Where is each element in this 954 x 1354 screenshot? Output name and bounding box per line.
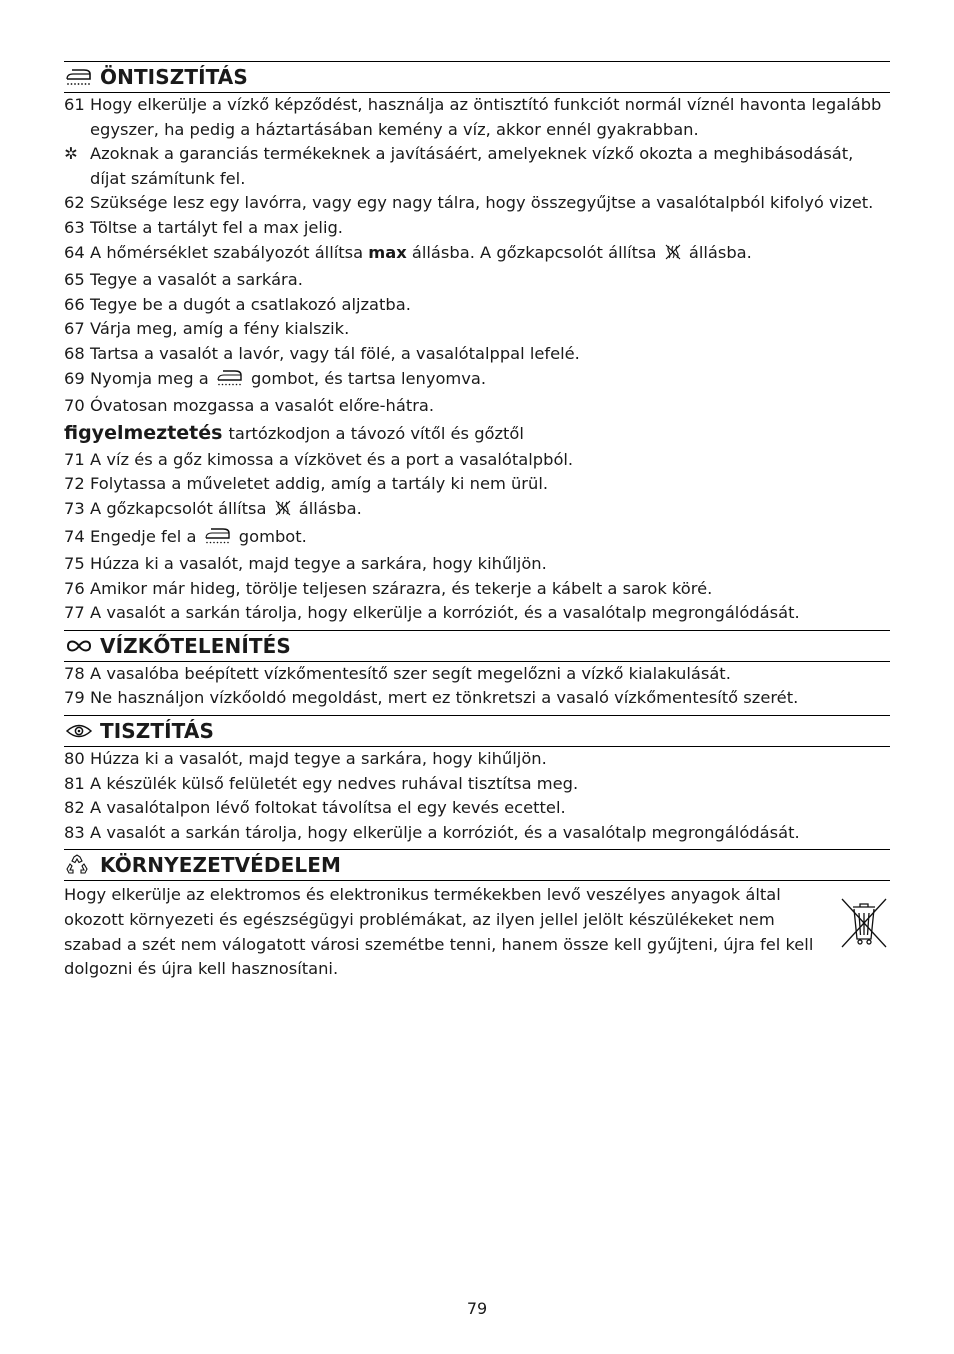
iron-steam-icon [204, 527, 232, 553]
list-item: 82 A vasalótalpon lévő foltokat távolítsa el egy kevés ecettel. [64, 798, 566, 818]
list-item: 72 Folytassa a műveletet addig, amíg a tartály ki nem ürül. [64, 474, 549, 494]
list-item: 61 Hogy elkerülje a vízkő képződést, használja az öntisztító funkciót normál víznél havonta legalább egyszer, ha pedig a háztartásában kemény a víz, akkor ennél gyakrabban. [64, 95, 882, 139]
environment-paragraph: Hogy elkerülje az elektromos és elektronikus termékekben levő veszélyes anyagok által okozott környezeti és egészségügyi problémákat, az ilyen jellel jelölt készülékeket nem szabad a szét nem válogatott városi szemétbe tenni, hanem össze kell gyűjteni, újra fel kell dolgozni és újra kell hasznosítani. [64, 885, 814, 979]
list-item: 62 Szüksége lesz egy lavórra, vagy egy nagy tálra, hogy összegyűjtse a vasalótalpból kifolyó vizet. [64, 193, 874, 213]
eye-icon [64, 720, 94, 742]
iron-steam-icon [216, 369, 244, 395]
infinity-icon [64, 635, 94, 657]
list-item: 63 Töltse a tartályt fel a max jelig. [64, 217, 343, 237]
list-item: 81 A készülék külső felületét egy nedves ruhával tisztítsa meg. [64, 773, 579, 793]
section-title: TISZTÍTÁS [100, 719, 214, 744]
section-heading-cleaning [64, 715, 890, 747]
warning-text: tartózkodjon a távozó vítől és gőztől [228, 423, 524, 443]
section-title: ÖNTISZTÍTÁS [100, 65, 248, 89]
section-heading-environment [64, 849, 890, 881]
steam-off-icon [274, 499, 292, 525]
list-item: 80 Húzza ki a vasalót, majd tegye a sarkára, hogy kihűljön. [64, 749, 547, 769]
list-item: 75 Húzza ki a vasalót, majd tegye a sarkára, hogy kihűljön. [64, 554, 547, 574]
anti-scale-steps [64, 662, 890, 711]
list-item: 78 A vasalóba beépített vízkőmentesítő szer segít megelőzni a vízkő kialakulását. [64, 663, 731, 683]
self-clean-steps-continued [64, 448, 890, 626]
list-item: 74 Engedje fel a gombot. [64, 525, 890, 553]
cleaning-steps [64, 747, 890, 845]
iron-steam-icon [64, 66, 94, 88]
steam-off-icon [664, 243, 682, 269]
list-item: 68 Tartsa a vasalót a lavór, vagy tál fölé, a vasalótalppal lefelé. [64, 343, 580, 363]
list-item: 69 Nyomja meg a gombot, és tartsa lenyomva. [64, 367, 890, 395]
environment-block [64, 881, 890, 981]
list-item: 73 A gőzkapcsolót állítsa állásba. [64, 497, 890, 525]
warning-note [64, 419, 890, 448]
manual-page [64, 61, 890, 982]
list-item: 65 Tegye a vasalót a sarkára. [64, 270, 303, 290]
list-item: 71 A víz és a gőz kimossa a vízkövet és a port a vasalótalpból. [64, 449, 574, 469]
list-item: 66 Tegye be a dugót a csatlakozó aljzatba. [64, 294, 411, 314]
list-item: 83 A vasalót a sarkán tárolja, hogy elkerülje a korróziót, és a vasalótalp megrongálódását. [64, 822, 800, 842]
section-title: VÍZKŐTELENÍTÉS [100, 633, 291, 658]
list-item: ✲ Azoknak a garanciás termékeknek a javításáért, amelyeknek vízkő okozta a meghibásodását, díjat számítunk fel. [64, 144, 854, 188]
list-item: 64 A hőmérséklet szabályozót állítsa max állásba. A gőzkapcsolót állítsa állásba. [64, 241, 890, 269]
list-item: 70 Óvatosan mozgassa a vasalót előre-hátra. [64, 396, 435, 416]
asterisk-icon: ✲ [64, 144, 78, 164]
list-item: 77 A vasalót a sarkán tárolja, hogy elkerülje a korróziót, és a vasalótalp megrongálódását. [64, 603, 800, 623]
crossed-out-bin-icon [838, 895, 890, 959]
list-item: 79 Ne használjon vízkőoldó megoldást, mert ez tönkretszi a vasaló vízkőmentesítő szerét. [64, 688, 799, 708]
self-clean-steps [64, 93, 890, 419]
section-heading-self-clean [64, 61, 890, 93]
list-item: 67 Várja meg, amíg a fény kialszik. [64, 319, 350, 339]
recycle-icon [64, 854, 94, 876]
section-heading-anti-scale [64, 630, 890, 662]
section-title: KÖRNYEZETVÉDELEM [100, 853, 342, 878]
list-item: 76 Amikor már hideg, törölje teljesen szárazra, és tekerje a kábelt a sarok köré. [64, 578, 713, 598]
warning-label: figyelmeztetés [64, 421, 223, 444]
page-number: 79 [466, 1299, 488, 1318]
